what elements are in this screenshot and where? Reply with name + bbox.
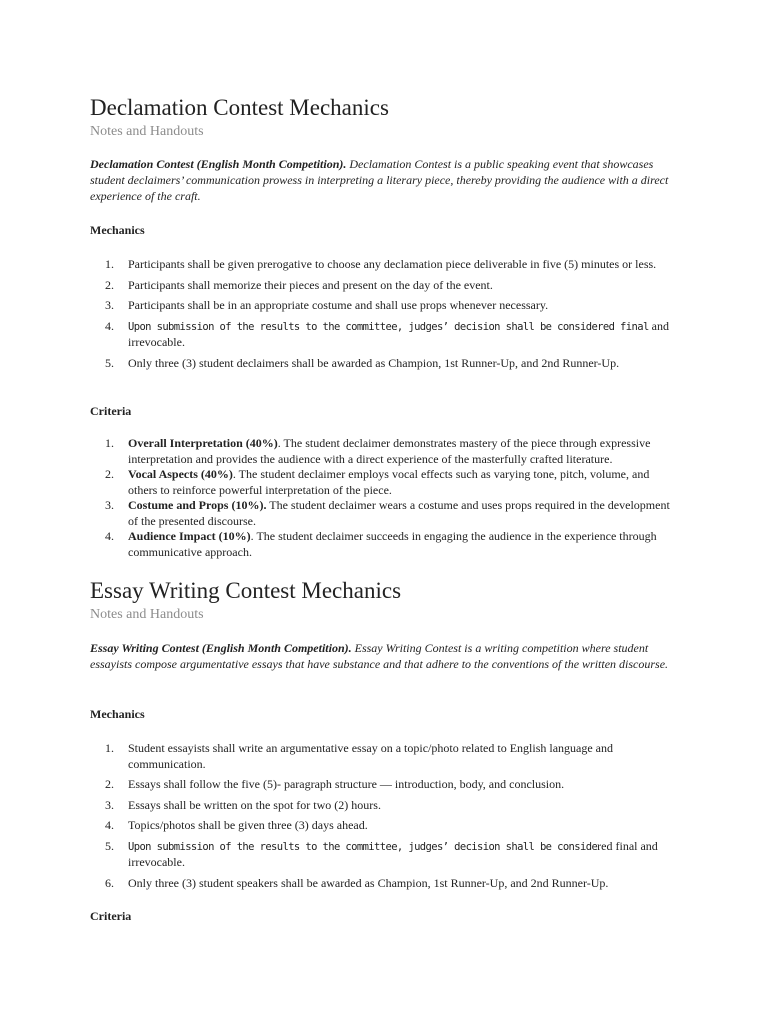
list-number: 5. xyxy=(105,838,114,853)
essay-mechanics-list xyxy=(90,741,680,891)
list-number: 5. xyxy=(105,355,114,370)
list-text: Topics/photos shall be given three (3) days ahead. xyxy=(128,818,368,832)
list-number: 1. xyxy=(105,741,114,755)
list-text: Participants shall memorize their pieces and present on the day of the event. xyxy=(128,277,493,292)
list-item xyxy=(90,278,680,294)
essay-subtitle: Notes and Handouts xyxy=(90,607,204,622)
list-number: 2. xyxy=(105,467,114,481)
list-number: 3. xyxy=(105,797,114,812)
declamation-mechanics-list xyxy=(90,257,680,371)
list-item xyxy=(90,467,680,498)
declamation-intro-text: Declamation Contest is a public speaking event that showcases student declaimers’ communication prowess in interpreting a literary piece, thereby providing the audience with a direct experience of the craft. xyxy=(90,157,669,203)
list-item xyxy=(90,436,680,467)
list-item xyxy=(90,798,680,814)
essay-intro-lead: Essay Writing Contest (English Month Competition). xyxy=(90,641,352,655)
list-item xyxy=(90,257,680,273)
criterion-name: Overall Interpretation (40%) xyxy=(128,436,278,450)
declamation-intro xyxy=(90,156,680,204)
list-text-alt: Upon submission of the results to the committee, judges’ decision shall be considered final xyxy=(128,320,649,333)
declamation-title: Declamation Contest Mechanics xyxy=(90,95,389,120)
list-number: 3. xyxy=(105,298,114,312)
list-number: 1. xyxy=(105,436,114,450)
list-number: 4. xyxy=(105,318,114,333)
criterion-text: . The student declaimer employs vocal effects such as varying tone, pitch, volume, and others to reinforce powerful interpretation of the piece. xyxy=(128,467,650,497)
list-text: Only three (3) student declaimers shall be awarded as Champion, 1st Runner-Up, and 2nd Runner-Up. xyxy=(128,355,620,370)
list-text: Participants shall be given prerogative to choose any declamation piece deliverable in five (5) minutes or less. xyxy=(128,257,657,271)
list-text: Participants shall be in an appropriate costume and shall use props whenever necessary. xyxy=(128,298,549,312)
criterion-name: Audience Impact (10%) xyxy=(128,529,251,543)
essay-mechanics-heading: Mechanics xyxy=(90,707,145,721)
essay-intro-text: Essay Writing Contest is a writing competition where student essayists compose argumentative essays that have substance and that adhere to the conventions of the written discourse. xyxy=(90,641,669,671)
declamation-criteria-heading: Criteria xyxy=(90,404,132,418)
criterion-text: . The student declaimer succeeds in engaging the audience in the experience through communicative approach. xyxy=(128,529,657,559)
criterion-name: Costume and Props (10%). xyxy=(128,498,267,512)
list-number: 2. xyxy=(105,777,114,791)
list-item xyxy=(90,529,680,560)
declamation-subtitle: Notes and Handouts xyxy=(90,124,204,139)
list-item xyxy=(90,356,680,372)
essay-title: Essay Writing Contest Mechanics xyxy=(90,578,402,603)
list-text-alt: Upon submission of the results to the committee, judges’ decision shall be conside xyxy=(128,840,598,853)
list-text: Only three (3) student speakers shall be awarded as Champion, 1st Runner-Up, and 2nd Runner-Up. xyxy=(128,875,609,890)
criterion-text: The student declaimer wears a costume and uses props required in the development of the presented discourse. xyxy=(128,498,670,528)
list-item xyxy=(90,839,680,871)
list-number: 2. xyxy=(105,277,114,292)
list-number: 4. xyxy=(105,529,114,543)
declamation-mechanics-heading: Mechanics xyxy=(90,223,145,237)
list-item xyxy=(90,876,680,892)
list-item xyxy=(90,498,680,529)
list-text: red final and irrevocable. xyxy=(128,838,658,869)
list-number: 1. xyxy=(105,257,114,271)
list-item xyxy=(90,298,680,314)
list-text: Essays shall follow the five (5)- paragraph structure — introduction, body, and conclusion. xyxy=(128,777,565,791)
list-text: Essays shall be written on the spot for two (2) hours. xyxy=(128,797,381,812)
list-item xyxy=(90,818,680,834)
list-item xyxy=(90,777,680,793)
list-item xyxy=(90,319,680,351)
declamation-intro-lead: Declamation Contest (English Month Competition). xyxy=(90,157,347,171)
criterion-name: Vocal Aspects (40%) xyxy=(128,467,233,481)
list-number: 6. xyxy=(105,875,114,890)
list-number: 3. xyxy=(105,498,114,512)
criterion-text: . The student declaimer demonstrates mastery of the piece through expressive interpretation and provides the audience with a direct experience of the masterfully crafted literature. xyxy=(128,436,651,466)
list-text: Student essayists shall write an argumentative essay on a topic/photo related to English language and communication. xyxy=(128,741,613,771)
list-number: 4. xyxy=(105,818,114,832)
list-text: and irrevocable. xyxy=(128,318,669,349)
essay-intro xyxy=(90,640,680,672)
declamation-criteria-list xyxy=(90,436,680,560)
list-item xyxy=(90,741,680,772)
essay-criteria-heading: Criteria xyxy=(90,909,132,923)
